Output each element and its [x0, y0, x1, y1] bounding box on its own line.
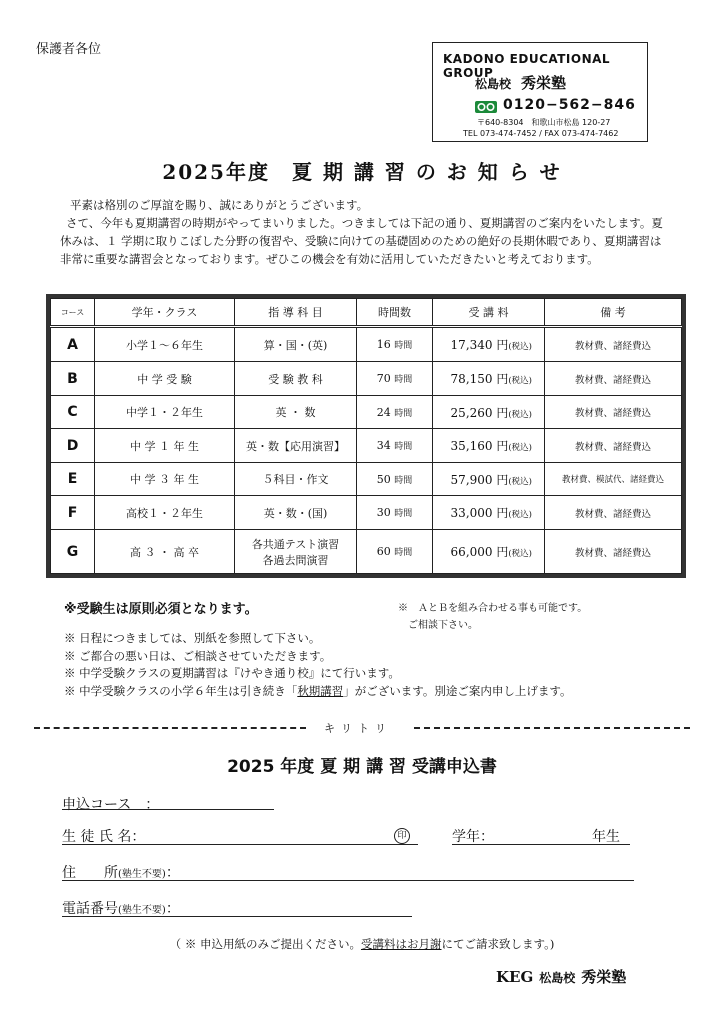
fee-cell [433, 530, 545, 574]
seal-mark: 印 [394, 828, 410, 844]
note-cell: 教材費、諸経費込 [545, 496, 682, 530]
note-cell: 教材費、諸経費込 [545, 429, 682, 463]
group-name: KADONO EDUCATIONAL GROUP [443, 52, 611, 80]
page-title: 2025年度 夏 期 講 習 の お 知 ら せ [162, 160, 562, 184]
fee-value: 17,340 円 [450, 338, 509, 353]
footer-signature [496, 966, 626, 987]
grade-cell: 中 学 ３ 年 生 [95, 462, 235, 496]
note-text: 」がございます。別途ご案内申し上げます。 [343, 683, 572, 698]
column-header: 受 講 料 [433, 299, 545, 327]
hours-cell [357, 327, 433, 362]
notes-list [64, 630, 571, 700]
cut-dash-left [34, 727, 306, 729]
grade-cell: 小学１〜６年生 [95, 327, 235, 362]
name-field[interactable] [62, 826, 418, 845]
footer-keg: KEG [496, 968, 534, 986]
note-cell: 教材費、諸経費込 [545, 395, 682, 429]
table-row [51, 530, 682, 574]
subjects-cell [235, 530, 357, 574]
subjects-line-1: 各共通テスト演習 [251, 537, 340, 551]
hours-unit: 時間 [394, 408, 413, 419]
grade-cell: 中 学 １ 年 生 [95, 429, 235, 463]
course-field[interactable] [62, 794, 274, 810]
table-row [51, 429, 682, 463]
tax-label: (税込) [508, 409, 532, 420]
note-cell: 教材費、諸経費込 [545, 362, 682, 396]
cut-line [34, 720, 690, 734]
note-item: ※ 日程につきましては、別紙を参照して下さい。 [64, 631, 321, 645]
subjects-cell: 英 ・ 数 [235, 395, 357, 429]
subjects-cell: 算・国・(英) [235, 327, 357, 362]
course-cell: E [51, 462, 95, 496]
note-item: ※ ご都合の悪い日は、ご相談させていただきます。 [64, 648, 332, 663]
school-address: 〒640-8304 和歌山市松島 120-27 [477, 118, 611, 127]
submission-note-text: にてご請求致します。) [441, 937, 555, 951]
course-field-label: 申込コース ： [62, 797, 160, 813]
hours-unit: 時間 [394, 475, 413, 486]
fee-value: 78,150 円 [450, 372, 509, 387]
note-text: ※ 中学受験クラスの小学６年生は引き続き「 [64, 683, 298, 698]
note-item: ※ 中学受験クラスの夏期講習は『けやき通り校』にて行います。 [64, 666, 400, 680]
hours-value: 24 [376, 405, 391, 419]
combo-notice-line-2: ご相談下さい。 [408, 620, 478, 631]
phone-label: 電話番号 [62, 901, 118, 917]
column-header: 学年・クラス [95, 299, 235, 327]
column-header: 備 考 [545, 299, 682, 327]
address-colon: ： [165, 865, 180, 881]
form-title: 2025 年度 夏 期 講 習 受講申込書 [227, 757, 497, 777]
course-cell: G [51, 530, 95, 574]
tax-label: (税込) [508, 476, 532, 487]
note-cell: 教材費、諸経費込 [545, 327, 682, 362]
intro-paragraph-2: さて、今年も夏期講習の時期がやってまいりました。つきましては下記の通り、夏期講習のご案内をいたします。夏休みは、１ 学期に取りこぼした分野の復習や、受験に向けての基礎固めのための絶好の長期休暇であり、夏期講習は非常に重要な講習会となっております。ぜひこの機会を有効に活用していただきたいと考えております。 [60, 216, 663, 266]
tax-label: (税込) [508, 510, 532, 521]
table-row [51, 327, 682, 362]
tel-fax: TEL 073-474-7452 / FAX 073-474-7462 [463, 129, 619, 138]
hours-value: 50 [376, 472, 391, 486]
fee-value: 33,000 円 [450, 506, 509, 521]
fee-value: 35,160 円 [450, 439, 509, 454]
grade-cell: 中学１・２年生 [95, 395, 235, 429]
hours-unit: 時間 [394, 442, 413, 453]
fee-cell [433, 462, 545, 496]
note-item [64, 683, 571, 701]
hours-cell [357, 530, 433, 574]
course-table [46, 294, 686, 578]
table-row [51, 462, 682, 496]
fee-value: 57,900 円 [450, 472, 509, 487]
branch-name: 松島校 [475, 77, 512, 91]
fee-cell [433, 496, 545, 530]
note-underlined-text: 秋期講習 [297, 683, 344, 698]
course-cell: F [51, 496, 95, 530]
submission-note-text: （ ※ 申込用紙のみご提出ください。 [169, 937, 361, 951]
table-row [51, 496, 682, 530]
hours-value: 34 [376, 439, 391, 453]
phone-field[interactable] [62, 898, 412, 917]
footer-school: 秀栄塾 [581, 968, 627, 986]
subjects-cell: 受 験 教 科 [235, 362, 357, 396]
note-cell: 教材費、諸経費込 [545, 530, 682, 574]
combo-notice-line-1: ※ ＡとＢを組み合わせる事も可能です。 [398, 603, 588, 614]
address-field[interactable] [62, 862, 634, 881]
school-name-line [475, 72, 566, 93]
table-header-row [51, 299, 682, 327]
recipient-line: 保護者各位 [36, 42, 102, 57]
hours-cell [357, 496, 433, 530]
name-field-label: 生 徒 氏 名： [62, 829, 146, 845]
tax-label: (税込) [508, 342, 532, 353]
table-row [51, 395, 682, 429]
cut-dash-right [414, 727, 690, 729]
column-header: 時間数 [357, 299, 433, 327]
phone-colon: ： [165, 901, 180, 917]
fee-cell [433, 429, 545, 463]
school-name: 秀栄塾 [521, 74, 567, 92]
hours-value: 60 [376, 545, 391, 558]
grade-cell: 高 ３ ・ 高 卒 [95, 530, 235, 574]
course-cell: D [51, 429, 95, 463]
tax-label: (税込) [508, 376, 532, 387]
table-row [51, 362, 682, 396]
intro-paragraph-1: 平素は格別のご厚誼を賜り、誠にありがとうございます。 [70, 198, 369, 212]
hours-cell [357, 395, 433, 429]
fee-cell [433, 362, 545, 396]
address-note: (塾生不要) [118, 869, 166, 880]
fee-cell [433, 327, 545, 362]
fee-value: 25,260 円 [450, 405, 509, 420]
hours-cell [357, 429, 433, 463]
grade-field-label: 学年： [452, 829, 494, 845]
hours-value: 70 [376, 372, 391, 386]
cut-label: キリトリ [324, 722, 392, 735]
hours-unit: 時間 [394, 375, 413, 386]
subjects-cell: ５科目・作文 [235, 462, 357, 496]
grade-cell: 中 学 受 験 [95, 362, 235, 396]
required-notice: ※受験生は原則必須となります。 [64, 602, 258, 617]
hours-unit: 時間 [394, 509, 413, 520]
hours-cell [357, 362, 433, 396]
course-cell: C [51, 395, 95, 429]
column-header: 指 導 科 目 [235, 299, 357, 327]
submission-note [0, 936, 724, 952]
grade-suffix: 年生 [592, 829, 620, 845]
grade-cell: 高校１・２年生 [95, 496, 235, 530]
fee-cell [433, 395, 545, 429]
subjects-line-2: 各過去問演習 [262, 553, 329, 567]
submission-note-underlined: 受講料はお月謝 [360, 937, 442, 951]
fee-value: 66,000 円 [450, 545, 509, 559]
course-cell: B [51, 362, 95, 396]
tax-label: (税込) [508, 443, 532, 454]
combo-notice [398, 600, 587, 634]
column-header: コース [51, 299, 95, 327]
course-cell: A [51, 327, 95, 362]
intro-text [60, 196, 668, 268]
freedial-icon [475, 101, 497, 113]
subjects-cell: 英・数【応用演習】 [235, 429, 357, 463]
hours-unit: 時間 [394, 341, 413, 352]
footer-branch: 松島校 [539, 971, 576, 985]
hours-value: 16 [376, 338, 391, 352]
hours-cell [357, 462, 433, 496]
address-label: 住 所 [62, 865, 118, 881]
phone-note: (塾生不要) [118, 905, 166, 916]
hours-unit: 時間 [394, 548, 413, 558]
tax-label: (税込) [508, 549, 532, 559]
phone-number: 0120−562−846 [503, 97, 636, 113]
note-cell: 教材費、模試代、諸経費込 [545, 462, 682, 496]
hours-value: 30 [376, 506, 391, 520]
school-header-box [432, 42, 648, 142]
subjects-cell: 英・数・(国) [235, 496, 357, 530]
